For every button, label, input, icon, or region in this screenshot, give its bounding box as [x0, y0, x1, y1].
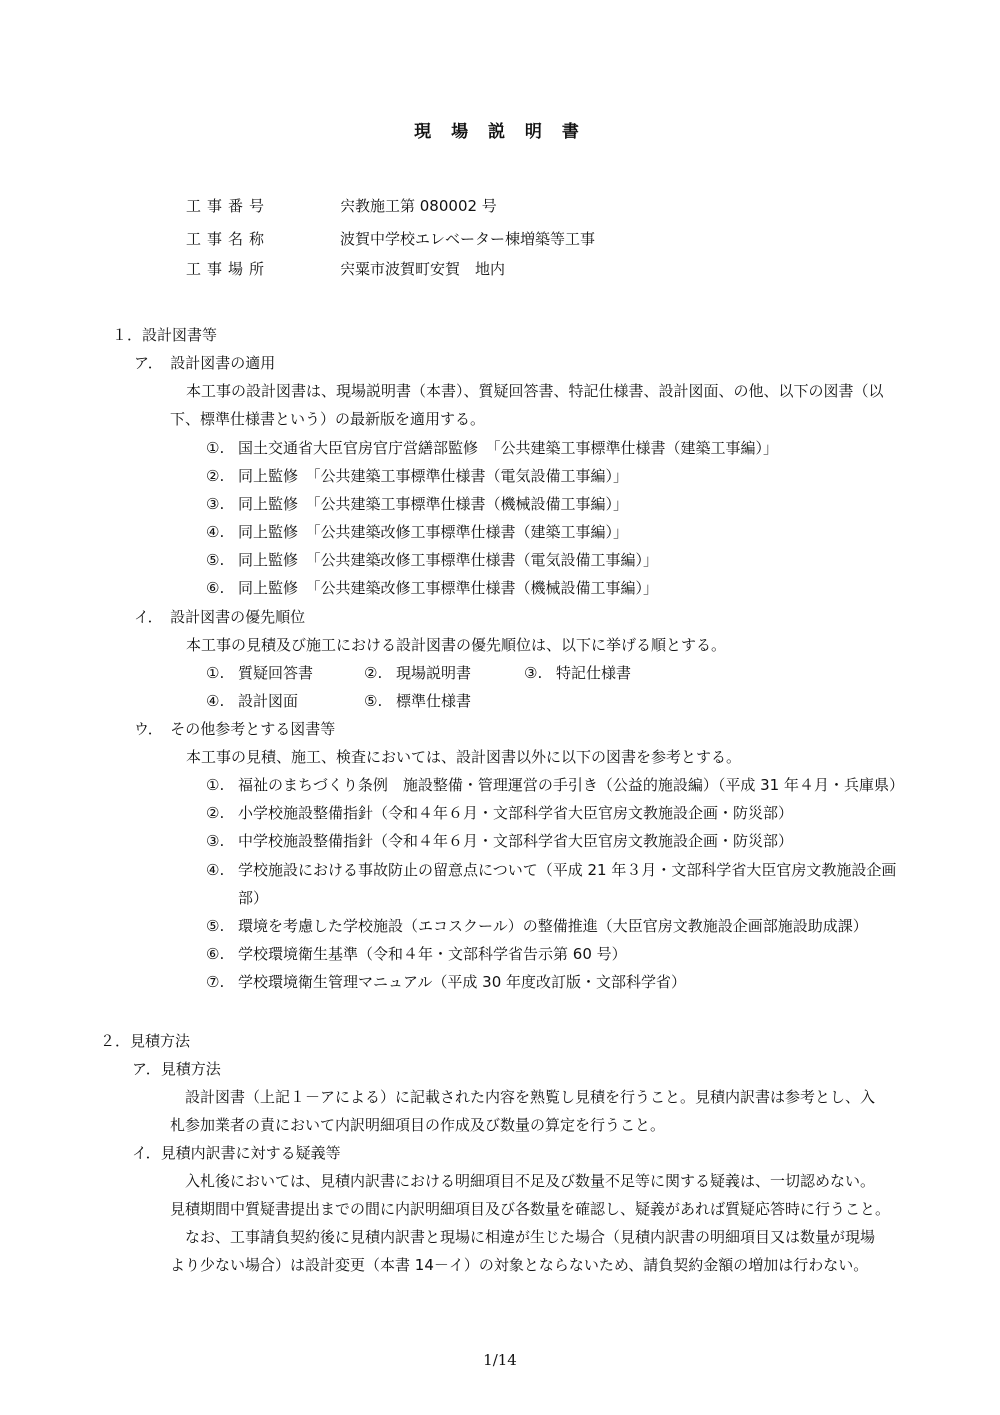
list-item-text: 質疑回答書: [238, 664, 314, 682]
list-item-number: ③.: [524, 664, 543, 682]
list-item-number: ⑥.: [206, 579, 225, 597]
section2a-heading: ア．見積方法: [132, 1060, 221, 1078]
section2-heading: ２．見積方法: [100, 1032, 191, 1050]
section2b-heading: イ．見積内訳書に対する疑義等: [132, 1144, 341, 1162]
list-item: [206, 466, 628, 486]
list-item-number: ①.: [206, 776, 225, 794]
list-item: [206, 944, 627, 964]
list-item-text: 国土交通省大臣官房官庁営繕部監修 「公共建築工事標準仕様書（建築工事編）」: [238, 439, 779, 457]
list-item-continuation: [206, 888, 268, 908]
info-label-name: 工事名称: [186, 230, 271, 248]
list-item-number: ④.: [206, 523, 225, 541]
list-item-text: 部）: [238, 889, 269, 907]
priority-item: [206, 663, 313, 683]
list-item-text: 標準仕様書: [396, 692, 472, 710]
info-value-name: 波賀中学校エレベーター棟増築等工事: [340, 230, 596, 248]
list-item-number: ④.: [206, 861, 225, 879]
list-item-text: 同上監修 「公共建築工事標準仕様書（電気設備工事編）」: [238, 467, 629, 485]
list-item-text: 現場説明書: [396, 664, 472, 682]
info-label-location: 工事場所: [186, 260, 271, 278]
list-item-text: 同上監修 「公共建築改修工事標準仕様書（建築工事編）」: [238, 523, 629, 541]
list-item-text: 環境を考慮した学校施設（エコスクール）の整備推進（大臣官房文教施設企画部施設助成課）: [238, 917, 868, 935]
priority-item: [206, 691, 298, 711]
list-item-number: ④.: [206, 692, 225, 710]
list-item: [206, 578, 658, 598]
list-item: [206, 860, 896, 880]
section2a-paragraph-line2: 札参加業者の責において内訳明細項目の作成及び数量の算定を行うこと。: [170, 1116, 666, 1134]
section2b-paragraph-line2: 見積期間中質疑書提出までの間に内訳明細項目及び各数量を確認し、疑義があれば質疑応答時に行うこと。: [170, 1200, 891, 1218]
priority-item: [364, 691, 471, 711]
section1a-paragraph-line2: 下、標準仕様書という）の最新版を適用する。: [170, 410, 486, 428]
list-item: [206, 972, 686, 992]
section2b-paragraph-line4: より少ない場合）は設計変更（本書 14－イ）の対象とならないため、請負契約金額の増加は行わない。: [170, 1256, 869, 1274]
section1a-heading: ア． 設計図書の適用: [134, 354, 276, 372]
list-item: [206, 916, 868, 936]
priority-item: [524, 663, 631, 683]
list-item-text: 小学校施設整備指針（令和４年６月・文部科学省大臣官房文教施設企画・防災部）: [238, 804, 794, 822]
list-item-text: 学校環境衛生管理マニュアル（平成 30 年度改訂版・文部科学省）: [238, 973, 687, 991]
list-item: [206, 775, 904, 795]
list-item: [206, 494, 628, 514]
list-item-text: 同上監修 「公共建築工事標準仕様書（機械設備工事編）」: [238, 495, 629, 513]
info-value-number: 宍教施工第 080002 号: [340, 197, 497, 215]
list-item-text: 学校環境衛生基準（令和４年・文部科学省告示第 60 号）: [238, 945, 627, 963]
section2b-paragraph-line1: 入札後においては、見積内訳書における明細項目不足及び数量不足等に関する疑義は、一切認めない。: [185, 1172, 876, 1190]
section1-heading: １．設計図書等: [112, 326, 218, 344]
list-item-number: ③.: [206, 832, 225, 850]
list-item-number: ②.: [206, 467, 225, 485]
list-item-text: 学校施設における事故防止の留意点について（平成 21 年３月・文部科学省大臣官房文教施設企画: [238, 861, 897, 879]
section1a-paragraph-line1: 本工事の設計図書は、現場説明書（本書）、質疑回答書、特記仕様書、設計図面、の他、以下の図書（以: [186, 382, 884, 400]
document-title: 現 場 説 明 書: [414, 122, 586, 142]
list-item-text: 設計図面: [238, 692, 299, 710]
page-number: 1/14: [483, 1351, 517, 1369]
list-item-number: ③.: [206, 495, 225, 513]
list-item-text: 同上監修 「公共建築改修工事標準仕様書（電気設備工事編）」: [238, 551, 659, 569]
priority-item: [364, 663, 471, 683]
section1c-paragraph: 本工事の見積、施工、検査においては、設計図書以外に以下の図書を参考とする。: [186, 748, 742, 766]
section1c-heading: ウ． その他参考とする図書等: [134, 720, 336, 738]
list-item: [206, 831, 793, 851]
info-label-number: 工事番号: [186, 197, 271, 215]
list-item: [206, 550, 658, 570]
list-item-text: 特記仕様書: [556, 664, 632, 682]
list-item-number: ⑤.: [206, 551, 225, 569]
list-item-number: ①.: [206, 664, 225, 682]
info-value-location: 宍粟市波賀町安賀 地内: [340, 260, 506, 278]
list-item-number: ⑤.: [364, 692, 383, 710]
list-item-text: 中学校施設整備指針（令和４年６月・文部科学省大臣官房文教施設企画・防災部）: [238, 832, 794, 850]
section2a-paragraph-line1: 設計図書（上記１－アによる）に記載された内容を熟覧し見積を行うこと。見積内訳書は参考とし、入: [185, 1088, 876, 1106]
list-item-number: ②.: [206, 804, 225, 822]
list-item-number: ⑤.: [206, 917, 225, 935]
list-item-number: ⑦.: [206, 973, 225, 991]
list-item-number: ①.: [206, 439, 225, 457]
list-item-text: 同上監修 「公共建築改修工事標準仕様書（機械設備工事編）」: [238, 579, 659, 597]
section1b-paragraph: 本工事の見積及び施工における設計図書の優先順位は、以下に挙げる順とする。: [186, 636, 727, 654]
list-item: [206, 438, 778, 458]
section1b-heading: イ． 設計図書の優先順位: [134, 608, 306, 626]
list-item: [206, 803, 793, 823]
section2b-paragraph-line3: なお、工事請負契約後に見積内訳書と現場に相違が生じた場合（見積内訳書の明細項目又は数量が現場: [185, 1228, 876, 1246]
list-item-text: 福祉のまちづくり条例 施設整備・管理運営の手引き（公益的施設編）（平成 31 年４月・兵庫県）: [238, 776, 904, 794]
list-item-number: ②.: [364, 664, 383, 682]
list-item-number: ⑥.: [206, 945, 225, 963]
list-item: [206, 522, 628, 542]
